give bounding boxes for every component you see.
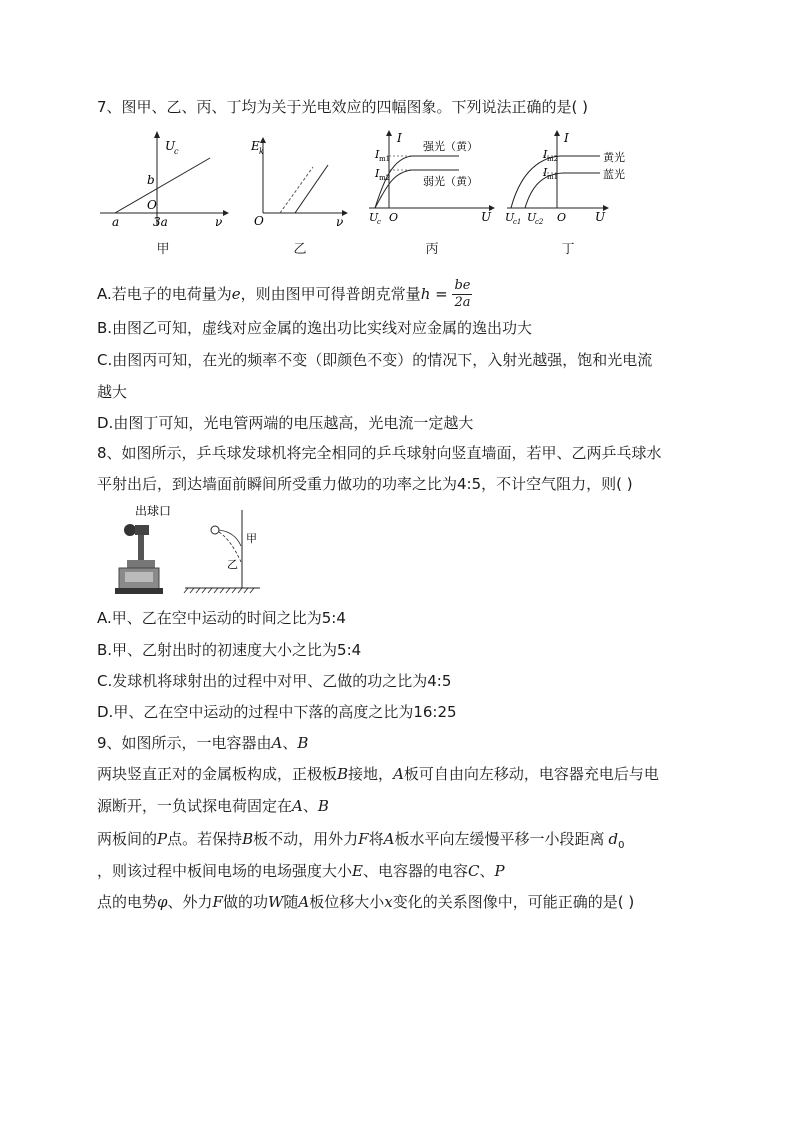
q7-option-d: D.由图丁可知，光电管两端的电压越高，光电流一定越大 <box>97 414 474 432</box>
ding-uc2-label: U <box>527 211 537 224</box>
caption-bing: 丙 <box>425 242 439 257</box>
svg-text:m1: m1 <box>547 173 559 181</box>
q7-option-a: A.若电子的电荷量为e，则由图甲可得普朗克常量h = $\frac{be}{2a}$ <box>97 278 471 310</box>
figure-yi <box>250 135 350 230</box>
q9-line4: 两板间的P点。若保持B板不动，用外力F将A板水平向左缓慢平移一小段距离 $d_0$ <box>97 830 625 851</box>
jia-x-label: ν <box>215 215 223 228</box>
figure-ding <box>505 128 640 228</box>
q8-option-a: A.甲、乙在空中运动的时间之比为5:4 <box>97 609 346 627</box>
jia-o-label: O <box>147 198 157 212</box>
ding-blue-label: 蓝光 <box>603 168 625 181</box>
q9-line3: 源断开，一负试探电荷固定在A、B <box>97 797 329 815</box>
bing-im1-label: I <box>375 148 380 161</box>
bing-strong-label: 强光（黄） <box>423 140 478 153</box>
bing-im2-label: I <box>375 167 380 180</box>
ding-yellow-label: 黄光 <box>603 151 625 164</box>
outlet-label: 出球口 <box>135 504 172 518</box>
q8-option-d: D.甲、乙在空中运动的过程中下落的高度之比为16:25 <box>97 703 457 721</box>
trajectory-jia <box>219 530 241 546</box>
q9-line6: 点的电势φ、外力F做的功W随A板位移大小x变化的关系图像中，可能正确的是( ) <box>97 893 635 911</box>
bing-y-label: I <box>397 131 402 145</box>
ding-x-label: U <box>595 210 606 224</box>
q7-option-b: B.由图乙可知，虚线对应金属的逸出功比实线对应金属的逸出功大 <box>97 319 533 337</box>
bing-uc-label: U <box>369 211 379 224</box>
caption-yi: 乙 <box>293 242 307 257</box>
q9-line1: 9、如图所示，一电容器由A、B <box>97 734 309 752</box>
jia-a-label: a <box>112 215 120 228</box>
figure-jia <box>95 128 230 228</box>
q9-line5: ，则该过程中板间电场的电场强度大小E、电容器的电容C、P <box>97 862 505 880</box>
ding-im2-label: I <box>543 148 548 161</box>
svg-text:k: k <box>259 147 264 156</box>
q8-stem-line2: 平射出后，到达墙面前瞬间所受重力做功的功率之比为4:5，不计空气阻力，则( ) <box>97 475 633 493</box>
svg-text:c: c <box>377 218 381 226</box>
svg-text:c2: c2 <box>535 218 544 226</box>
svg-text:m1: m1 <box>379 155 391 163</box>
svg-text:c1: c1 <box>513 218 522 226</box>
figure-ping-pong-machine <box>105 500 265 600</box>
ding-uc1-label: U <box>505 211 515 224</box>
jia-y-label: U <box>165 139 176 153</box>
q8-option-b: B.甲、乙射出时的初速度大小之比为5:4 <box>97 641 362 659</box>
jia-line <box>115 158 210 213</box>
svg-text:c: c <box>174 147 179 156</box>
ding-blue-curve <box>525 173 600 208</box>
yi-x-label: ν <box>336 215 344 229</box>
q7-stem: 7、图甲、乙、丙、丁均为关于光电效应的四幅图象。下列说法正确的是( ) <box>97 98 589 116</box>
fraction: $\frac{be}{2a}$ <box>454 278 471 310</box>
jia-3a-label: 3a <box>153 215 168 228</box>
q8-stem-line1: 8、如图所示，乒乓球发球机将完全相同的乒乓球射向竖直墙面，若甲、乙两乒乓球水 <box>97 444 662 462</box>
caption-jia: 甲 <box>156 242 170 257</box>
q7-option-c-line1: C.由图丙可知，在光的频率不变（即颜色不变）的情况下，入射光越强，饱和光电流 <box>97 351 653 369</box>
jia-label: 甲 <box>246 532 257 545</box>
bing-weak-label: 弱光（黄） <box>423 175 478 188</box>
yi-solid-line <box>295 165 328 213</box>
yi-o-label: O <box>254 214 264 228</box>
svg-text:m2: m2 <box>379 174 391 182</box>
ding-y-label: I <box>564 131 569 145</box>
yi-label: 乙 <box>227 558 238 571</box>
yi-dashed-line <box>280 167 313 213</box>
svg-text:m2: m2 <box>547 155 559 163</box>
figure-bing <box>367 128 497 228</box>
caption-ding: 丁 <box>561 242 575 257</box>
ball-icon <box>211 526 219 534</box>
q7-option-c-line2: 越大 <box>97 383 128 401</box>
bing-x-label: U <box>481 210 492 224</box>
q9-line2: 两块竖直正对的金属板构成，正极板B接地，A板可自由向左移动，电容器充电后与电 <box>97 765 659 783</box>
ding-yellow-curve <box>511 156 600 208</box>
bing-o-label: O <box>389 211 399 224</box>
ding-im1-label: I <box>543 166 548 179</box>
ding-o-label: O <box>557 211 567 224</box>
jia-b-label: b <box>147 173 155 187</box>
q8-option-c: C.发球机将球射出的过程中对甲、乙做的功之比为4:5 <box>97 672 452 690</box>
yi-y-label: E <box>251 139 260 153</box>
